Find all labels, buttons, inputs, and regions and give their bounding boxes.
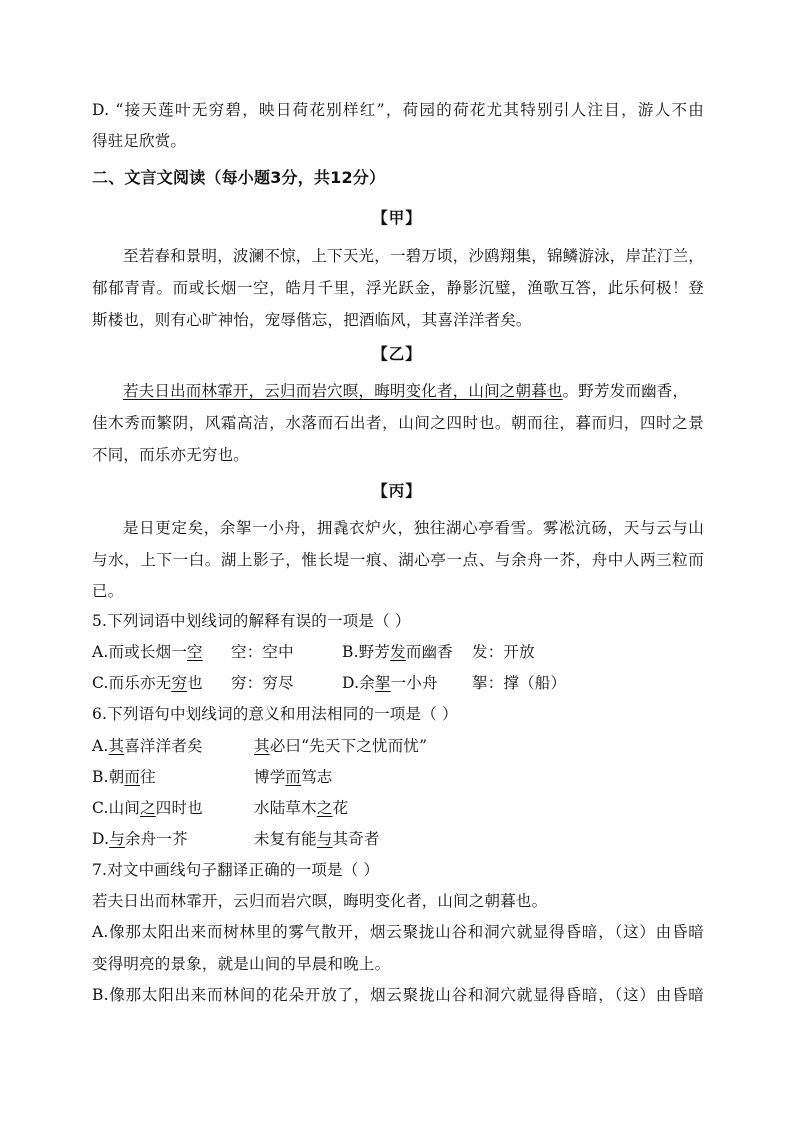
passage-yi-text: 。野芳发而幽香， xyxy=(562,382,689,400)
passage-bing-line: 是日更定矣，余挐一小舟，拥毳衣炉火，独往湖心亭看雪。雾凇沆砀，天与云与山 xyxy=(123,519,704,537)
option-right: 水陆草木之花 xyxy=(254,799,349,817)
passage-bing-heading: 【丙】 xyxy=(372,482,422,500)
option-left: A.其喜洋洋者矣 xyxy=(92,737,203,755)
passage-yi-line xyxy=(123,381,704,401)
option-c: C.而乐亦无穷也 xyxy=(92,674,203,692)
section-title: 二、文言文阅读（每小题3分，共12分） xyxy=(92,168,386,187)
passage-bing-line: 已。 xyxy=(92,582,124,600)
question-7-option-b: B.像那太阳出来而林间的花朵开放了，烟云聚拢山谷和洞穴就显得昏暗，（这）由昏暗 xyxy=(92,986,704,1004)
option-a-gloss: 空：空中 xyxy=(231,643,294,661)
option-b: B.野芳发而幽香 xyxy=(342,643,453,661)
option-left: D.与余舟一芥 xyxy=(92,830,188,848)
question-7-stem: 7.对文中画线句子翻译正确的一项是（ ） xyxy=(92,861,380,879)
option-d-line2: 得驻足欣赏。 xyxy=(92,132,187,150)
option-b-gloss: 发：开放 xyxy=(472,643,535,661)
passage-yi-heading: 【乙】 xyxy=(372,345,422,363)
option-d-gloss: 挐：撑（船） xyxy=(472,674,567,692)
question-5-stem: 5.下列词语中划线词的解释有误的一项是（ ） xyxy=(92,612,411,630)
option-c-gloss: 穷：穷尽 xyxy=(231,674,294,692)
question-7-sentence: 若夫日出而林霏开，云归而岩穴暝，晦明变化者，山间之朝暮也。 xyxy=(92,892,548,910)
question-7-option-a: A.像那太阳出来而树林里的雾气散开，烟云聚拢山谷和洞穴就显得昏暗，（这）由昏暗 xyxy=(92,923,704,941)
passage-bing-line: 与水，上下一白。湖上影子，惟长堤一痕、湖心亭一点、与余舟一芥，舟中人两三粒而 xyxy=(92,551,704,569)
option-right: 博学而笃志 xyxy=(254,768,333,786)
passage-yi-line: 佳木秀而繁阴，风霜高洁，水落而石出者，山间之四时也。朝而往，暮而归，四时之景 xyxy=(92,414,704,432)
question-6-stem: 6.下列语句中划线词的意义和用法相同的一项是（ ） xyxy=(92,705,458,723)
option-right: 未复有能与其奇者 xyxy=(254,830,380,848)
underlined-sentence: 若夫日出而林霏开，云归而岩穴暝，晦明变化者，山间之朝暮也 xyxy=(123,382,563,400)
option-d-line1: D. “接天莲叶无穷碧，映日荷花别样红”，荷园的荷花尤其特别引人注目，游人不由 xyxy=(92,101,704,119)
passage-jia-line: 郁郁青青。而或长烟一空，皓月千里，浮光跃金，静影沉璧，渔歌互答，此乐何极！登 xyxy=(92,279,704,297)
option-d: D.余挐一小舟 xyxy=(342,674,438,692)
option-left: B.朝而往 xyxy=(92,768,156,786)
option-left: C.山间之四时也 xyxy=(92,799,203,817)
option-a: A.而或长烟一空 xyxy=(92,643,203,661)
option-right: 其必曰“先天下之忧而忧” xyxy=(254,737,428,755)
question-7-option-a-cont: 变得明亮的景象，就是山间的早晨和晚上。 xyxy=(92,955,391,973)
passage-jia-line: 斯楼也，则有心旷神怡，宠辱偕忘，把酒临风，其喜洋洋者矣。 xyxy=(92,311,532,329)
passage-jia-line: 至若春和景明，波澜不惊，上下天光，一碧万顷，沙鸥翔集，锦鳞游泳，岸芷汀兰， xyxy=(123,247,704,265)
passage-jia-heading: 【甲】 xyxy=(372,209,422,227)
passage-yi-line: 不同，而乐亦无穷也。 xyxy=(92,446,250,464)
